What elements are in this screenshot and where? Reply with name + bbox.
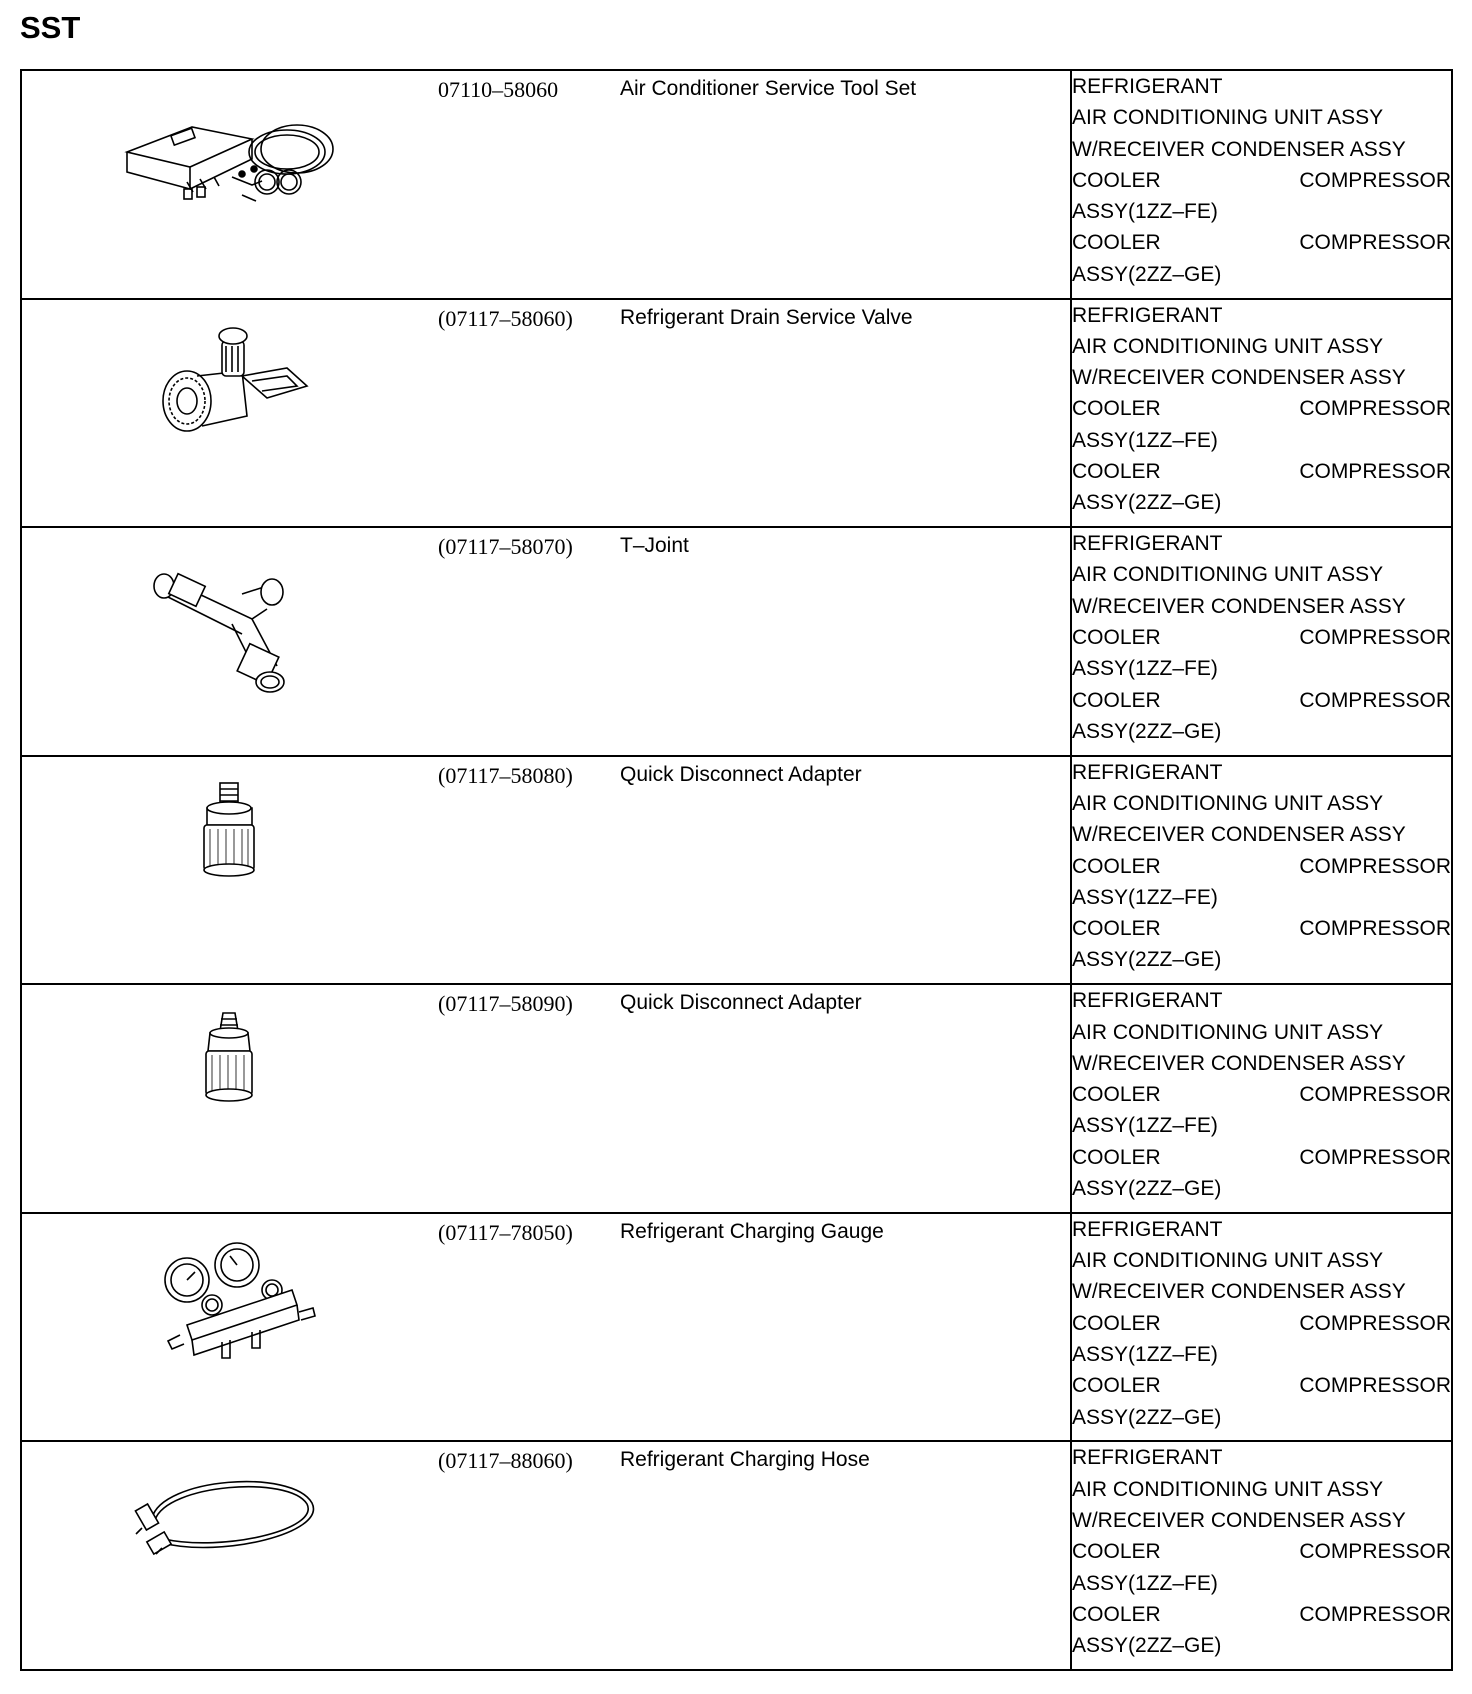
- tool-cell: [21, 299, 1071, 528]
- applies-line: REFRIGERANT: [1072, 1217, 1223, 1241]
- tool-cell: [21, 984, 1071, 1213]
- table-row: [21, 299, 1452, 528]
- part-number: (07117–58060): [438, 305, 573, 331]
- applies-line: ASSY(2ZZ–GE): [1072, 1634, 1222, 1658]
- part-number: (07117–58090): [438, 991, 573, 1017]
- applies-word: COMPRESSOR: [1299, 1540, 1451, 1564]
- tool-name: Refrigerant Charging Gauge: [620, 1219, 884, 1243]
- applies-word: COOLER: [1072, 626, 1161, 650]
- applies-word: COMPRESSOR: [1299, 854, 1451, 878]
- applies-to-cell: [1071, 527, 1452, 756]
- table-row: [21, 1441, 1452, 1670]
- table-row: [21, 70, 1452, 299]
- applies-line: W/RECEIVER CONDENSER ASSY: [1072, 823, 1406, 847]
- applies-line: ASSY(1ZZ–FE): [1072, 428, 1218, 452]
- applies-to-cell: [1071, 984, 1452, 1213]
- table-row: [21, 527, 1452, 756]
- applies-line: [1072, 1536, 1451, 1567]
- applies-word: COMPRESSOR: [1299, 1602, 1451, 1626]
- table-row: [21, 984, 1452, 1213]
- applies-line: [1072, 1599, 1451, 1630]
- applies-line: [1072, 685, 1451, 716]
- quick-disconnect-adapter-small-icon: [92, 991, 352, 1191]
- applies-line: AIR CONDITIONING UNIT ASSY: [1072, 1020, 1384, 1044]
- applies-line: AIR CONDITIONING UNIT ASSY: [1072, 563, 1384, 587]
- applies-line: [1072, 1370, 1451, 1401]
- part-number: (07117–78050): [438, 1219, 573, 1245]
- applies-line: ASSY(1ZZ–FE): [1072, 657, 1218, 681]
- applies-line: REFRIGERANT: [1072, 75, 1223, 98]
- tool-cell: [21, 756, 1071, 985]
- applies-word: COOLER: [1072, 1602, 1161, 1626]
- part-number: (07117–88060): [438, 1448, 573, 1474]
- applies-line: AIR CONDITIONING UNIT ASSY: [1072, 334, 1384, 358]
- applies-word: COMPRESSOR: [1299, 397, 1451, 421]
- tool-name: Quick Disconnect Adapter: [620, 991, 862, 1015]
- applies-line: [1072, 165, 1451, 196]
- tool-name: Refrigerant Drain Service Valve: [620, 305, 913, 329]
- applies-word: COMPRESSOR: [1299, 1083, 1451, 1107]
- applies-line: AIR CONDITIONING UNIT ASSY: [1072, 791, 1384, 815]
- applies-line: ASSY(2ZZ–GE): [1072, 262, 1222, 286]
- applies-line: W/RECEIVER CONDENSER ASSY: [1072, 594, 1406, 618]
- part-number: (07117–58080): [438, 762, 573, 788]
- t-joint-icon: [92, 534, 352, 734]
- applies-word: COOLER: [1072, 688, 1161, 712]
- applies-to-cell: [1071, 299, 1452, 528]
- part-number: 07110–58060: [438, 77, 559, 102]
- applies-line: ASSY(1ZZ–FE): [1072, 1571, 1218, 1595]
- applies-line: W/RECEIVER CONDENSER ASSY: [1072, 137, 1406, 161]
- applies-line: [1072, 622, 1451, 653]
- applies-line: [1072, 393, 1451, 424]
- applies-line: ASSY(2ZZ–GE): [1072, 1177, 1222, 1201]
- applies-word: COOLER: [1072, 854, 1161, 878]
- applies-word: COMPRESSOR: [1299, 1145, 1451, 1169]
- applies-word: COOLER: [1072, 168, 1161, 192]
- tool-name: Air Conditioner Service Tool Set: [620, 77, 917, 100]
- applies-word: COOLER: [1072, 1374, 1161, 1398]
- tool-cell: [21, 1213, 1071, 1442]
- applies-line: [1072, 1142, 1451, 1173]
- service-tool-set-icon: [92, 77, 352, 277]
- applies-to-cell: [1071, 70, 1452, 299]
- applies-word: COOLER: [1072, 1311, 1161, 1335]
- applies-line: REFRIGERANT: [1072, 760, 1223, 784]
- applies-word: COOLER: [1072, 1083, 1161, 1107]
- tool-name: Quick Disconnect Adapter: [620, 762, 862, 786]
- applies-line: [1072, 227, 1451, 258]
- quick-disconnect-adapter-icon: [92, 763, 352, 963]
- tool-name: Refrigerant Charging Hose: [620, 1448, 870, 1472]
- applies-line: ASSY(2ZZ–GE): [1072, 719, 1222, 743]
- part-number: (07117–58070): [438, 534, 573, 560]
- applies-line: W/RECEIVER CONDENSER ASSY: [1072, 1051, 1406, 1075]
- applies-to-cell: [1071, 1441, 1452, 1670]
- applies-word: COMPRESSOR: [1299, 1374, 1451, 1398]
- applies-word: COMPRESSOR: [1299, 917, 1451, 941]
- drain-service-valve-icon: [92, 306, 352, 506]
- applies-line: [1072, 851, 1451, 882]
- tool-cell: [21, 70, 1071, 299]
- applies-line: AIR CONDITIONING UNIT ASSY: [1072, 1477, 1384, 1501]
- applies-line: REFRIGERANT: [1072, 989, 1223, 1013]
- applies-to-cell: [1071, 756, 1452, 985]
- applies-line: REFRIGERANT: [1072, 532, 1223, 556]
- tool-cell: [21, 1441, 1071, 1670]
- applies-word: COMPRESSOR: [1299, 626, 1451, 650]
- applies-line: AIR CONDITIONING UNIT ASSY: [1072, 106, 1384, 130]
- applies-line: REFRIGERANT: [1072, 303, 1223, 327]
- applies-line: REFRIGERANT: [1072, 1446, 1223, 1470]
- applies-line: ASSY(2ZZ–GE): [1072, 1405, 1222, 1429]
- applies-word: COOLER: [1072, 397, 1161, 421]
- table-row: [21, 756, 1452, 985]
- applies-line: [1072, 913, 1451, 944]
- applies-word: COMPRESSOR: [1299, 231, 1451, 255]
- applies-word: COOLER: [1072, 917, 1161, 941]
- applies-word: COMPRESSOR: [1299, 460, 1451, 484]
- charging-hose-icon: [92, 1448, 352, 1648]
- page-title: SST: [20, 10, 81, 45]
- applies-line: AIR CONDITIONING UNIT ASSY: [1072, 1249, 1384, 1273]
- applies-line: ASSY(1ZZ–FE): [1072, 1114, 1218, 1138]
- applies-word: COMPRESSOR: [1299, 1311, 1451, 1335]
- applies-line: W/RECEIVER CONDENSER ASSY: [1072, 366, 1406, 390]
- applies-line: [1072, 456, 1451, 487]
- applies-word: COOLER: [1072, 231, 1161, 255]
- applies-word: COMPRESSOR: [1299, 168, 1451, 192]
- applies-line: ASSY(2ZZ–GE): [1072, 948, 1222, 972]
- applies-word: COOLER: [1072, 1540, 1161, 1564]
- tool-cell: [21, 527, 1071, 756]
- applies-word: COOLER: [1072, 460, 1161, 484]
- charging-gauge-icon: [92, 1220, 352, 1420]
- applies-to-cell: [1071, 1213, 1452, 1442]
- table-row: [21, 1213, 1452, 1442]
- applies-word: COOLER: [1072, 1145, 1161, 1169]
- tool-name: T–Joint: [620, 534, 689, 558]
- applies-line: ASSY(1ZZ–FE): [1072, 1343, 1218, 1366]
- applies-line: ASSY(1ZZ–FE): [1072, 885, 1218, 909]
- applies-word: COMPRESSOR: [1299, 688, 1451, 712]
- applies-line: ASSY(1ZZ–FE): [1072, 200, 1218, 224]
- applies-line: [1072, 1079, 1451, 1110]
- applies-line: W/RECEIVER CONDENSER ASSY: [1072, 1280, 1406, 1304]
- sst-table: [20, 69, 1453, 1671]
- applies-line: W/RECEIVER CONDENSER ASSY: [1072, 1508, 1406, 1532]
- applies-line: ASSY(2ZZ–GE): [1072, 491, 1222, 515]
- applies-line: [1072, 1308, 1451, 1339]
